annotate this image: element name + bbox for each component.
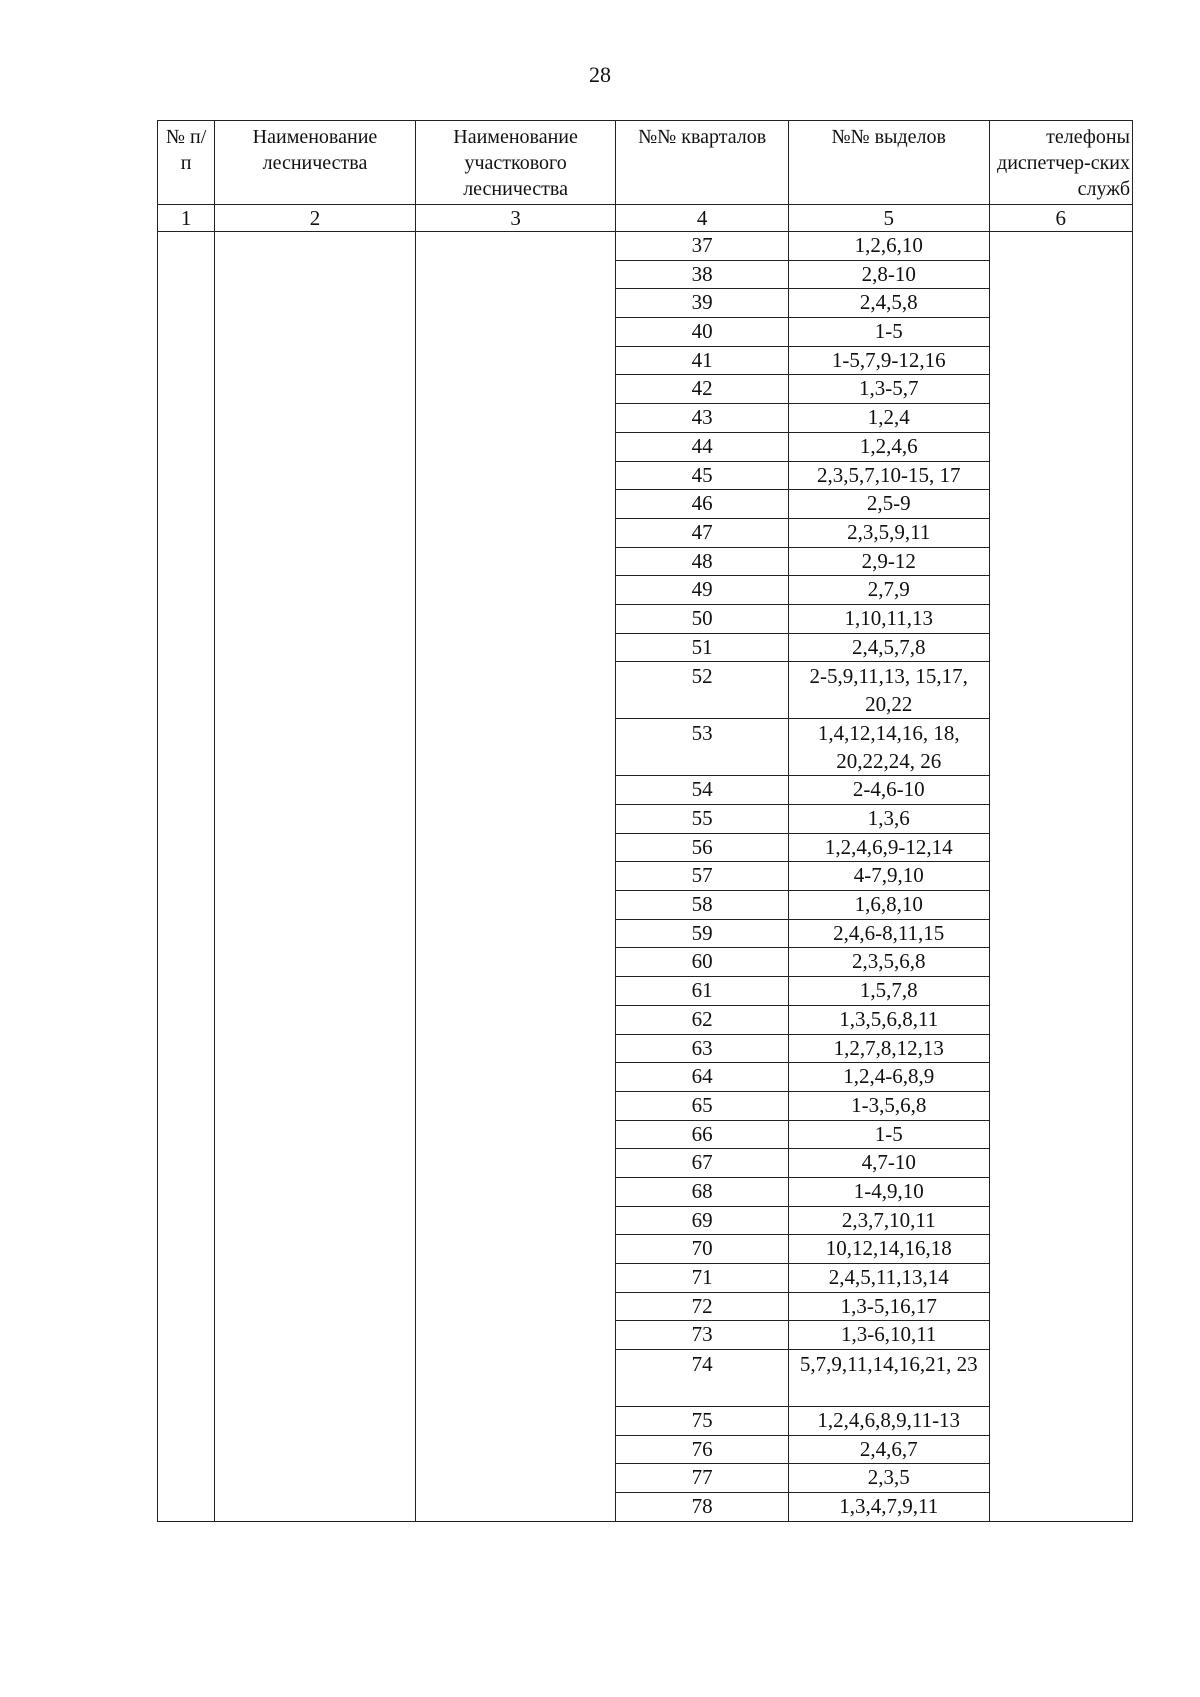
section-numbers-cell: 2,4,6-8,11,15 xyxy=(788,919,989,948)
quarter-number-cell: 42 xyxy=(616,375,789,404)
section-numbers-cell: 2-4,6-10 xyxy=(788,776,989,805)
quarter-number-cell: 76 xyxy=(616,1435,789,1464)
quarter-number-cell: 55 xyxy=(616,805,789,834)
section-numbers-cell: 2,4,6,7 xyxy=(788,1435,989,1464)
section-numbers-cell: 2,3,7,10,11 xyxy=(788,1206,989,1235)
quarter-number-cell: 63 xyxy=(616,1034,789,1063)
quarter-number-cell: 75 xyxy=(616,1407,789,1436)
section-numbers-cell: 10,12,14,16,18 xyxy=(788,1235,989,1264)
section-numbers-cell: 1,3,5,6,8,11 xyxy=(788,1005,989,1034)
section-numbers-cell: 1,3-5,16,17 xyxy=(788,1292,989,1321)
empty-cell-district xyxy=(415,232,616,1522)
quarter-number-cell: 73 xyxy=(616,1321,789,1350)
quarter-number-cell: 64 xyxy=(616,1063,789,1092)
column-number-row xyxy=(158,205,1133,232)
header-district-forestry-name: Наименование участкового лесничества xyxy=(415,121,616,205)
quarter-number-cell: 66 xyxy=(616,1120,789,1149)
column-number: 4 xyxy=(616,205,789,232)
section-numbers-cell: 1,2,4,6,9-12,14 xyxy=(788,833,989,862)
quarter-number-cell: 50 xyxy=(616,604,789,633)
column-number: 2 xyxy=(215,205,416,232)
section-numbers-cell: 1,3-5,7 xyxy=(788,375,989,404)
forestry-table xyxy=(157,120,1133,1522)
quarter-number-cell: 57 xyxy=(616,862,789,891)
header-quarter-numbers: №№ кварталов xyxy=(616,121,789,205)
header-dispatcher-phones: телефоны диспетчер-ских служб xyxy=(989,121,1132,205)
quarter-number-cell: 38 xyxy=(616,260,789,289)
section-numbers-cell: 1,2,4 xyxy=(788,404,989,433)
quarter-number-cell: 44 xyxy=(616,432,789,461)
column-number: 1 xyxy=(158,205,215,232)
quarter-number-cell: 52 xyxy=(616,662,789,719)
quarter-number-cell: 40 xyxy=(616,318,789,347)
quarter-number-cell: 77 xyxy=(616,1464,789,1493)
section-numbers-cell: 1-3,5,6,8 xyxy=(788,1091,989,1120)
quarter-number-cell: 53 xyxy=(616,719,789,776)
quarter-number-cell: 46 xyxy=(616,490,789,519)
column-number: 5 xyxy=(788,205,989,232)
section-numbers-cell: 1,3,6 xyxy=(788,805,989,834)
table-row xyxy=(158,232,1133,261)
section-numbers-cell: 4-7,9,10 xyxy=(788,862,989,891)
quarter-number-cell: 60 xyxy=(616,948,789,977)
section-numbers-cell: 1,2,4,6 xyxy=(788,432,989,461)
section-numbers-cell: 1,2,6,10 xyxy=(788,232,989,261)
header-number: № п/п xyxy=(158,121,215,205)
quarter-number-cell: 37 xyxy=(616,232,789,261)
section-numbers-cell: 2,5-9 xyxy=(788,490,989,519)
table-body xyxy=(158,232,1133,1522)
quarter-number-cell: 69 xyxy=(616,1206,789,1235)
section-numbers-cell: 4,7-10 xyxy=(788,1149,989,1178)
section-numbers-cell: 1,5,7,8 xyxy=(788,977,989,1006)
quarter-number-cell: 51 xyxy=(616,633,789,662)
quarter-number-cell: 65 xyxy=(616,1091,789,1120)
section-numbers-cell: 1,2,4,6,8,9,11-13 xyxy=(788,1407,989,1436)
section-numbers-cell: 1,4,12,14,16, 18, 20,22,24, 26 xyxy=(788,719,989,776)
quarter-number-cell: 67 xyxy=(616,1149,789,1178)
quarter-number-cell: 70 xyxy=(616,1235,789,1264)
section-numbers-cell: 5,7,9,11,14,16,21, 23 xyxy=(788,1350,989,1407)
quarter-number-cell: 41 xyxy=(616,346,789,375)
section-numbers-cell: 1,6,8,10 xyxy=(788,891,989,920)
column-number: 3 xyxy=(415,205,616,232)
section-numbers-cell: 2,3,5,6,8 xyxy=(788,948,989,977)
section-numbers-cell: 2,3,5,7,10-15, 17 xyxy=(788,461,989,490)
section-numbers-cell: 2,3,5,9,11 xyxy=(788,518,989,547)
page-number: 28 xyxy=(589,62,611,87)
quarter-number-cell: 62 xyxy=(616,1005,789,1034)
empty-cell-forestry xyxy=(215,232,416,1522)
quarter-number-cell: 61 xyxy=(616,977,789,1006)
section-numbers-cell: 1,3-6,10,11 xyxy=(788,1321,989,1350)
quarter-number-cell: 49 xyxy=(616,576,789,605)
quarter-number-cell: 56 xyxy=(616,833,789,862)
section-numbers-cell: 1-4,9,10 xyxy=(788,1177,989,1206)
quarter-number-cell: 68 xyxy=(616,1177,789,1206)
empty-cell-number xyxy=(158,232,215,1522)
section-numbers-cell: 2,4,5,8 xyxy=(788,289,989,318)
section-numbers-cell: 2,4,5,7,8 xyxy=(788,633,989,662)
quarter-number-cell: 43 xyxy=(616,404,789,433)
section-numbers-cell: 2,3,5 xyxy=(788,1464,989,1493)
empty-cell-phones xyxy=(989,232,1132,1522)
quarter-number-cell: 54 xyxy=(616,776,789,805)
quarter-number-cell: 59 xyxy=(616,919,789,948)
section-numbers-cell: 2,8-10 xyxy=(788,260,989,289)
header-forestry-name: Наименование лесничества xyxy=(215,121,416,205)
section-numbers-cell: 2,9-12 xyxy=(788,547,989,576)
section-numbers-cell: 2-5,9,11,13, 15,17, 20,22 xyxy=(788,662,989,719)
section-numbers-cell: 2,4,5,11,13,14 xyxy=(788,1264,989,1293)
quarter-number-cell: 39 xyxy=(616,289,789,318)
section-numbers-cell: 2,7,9 xyxy=(788,576,989,605)
section-numbers-cell: 1,2,7,8,12,13 xyxy=(788,1034,989,1063)
quarter-number-cell: 58 xyxy=(616,891,789,920)
quarter-number-cell: 74 xyxy=(616,1350,789,1407)
column-number: 6 xyxy=(989,205,1132,232)
header-section-numbers: №№ выделов xyxy=(788,121,989,205)
quarter-number-cell: 45 xyxy=(616,461,789,490)
section-numbers-cell: 1,3,4,7,9,11 xyxy=(788,1493,989,1522)
quarter-number-cell: 71 xyxy=(616,1264,789,1293)
section-numbers-cell: 1-5 xyxy=(788,1120,989,1149)
quarter-number-cell: 47 xyxy=(616,518,789,547)
header-row xyxy=(158,121,1133,205)
section-numbers-cell: 1-5 xyxy=(788,318,989,347)
section-numbers-cell: 1,10,11,13 xyxy=(788,604,989,633)
quarter-number-cell: 72 xyxy=(616,1292,789,1321)
section-numbers-cell: 1,2,4-6,8,9 xyxy=(788,1063,989,1092)
section-numbers-cell: 1-5,7,9-12,16 xyxy=(788,346,989,375)
table-header xyxy=(158,121,1133,232)
quarter-number-cell: 48 xyxy=(616,547,789,576)
quarter-number-cell: 78 xyxy=(616,1493,789,1522)
